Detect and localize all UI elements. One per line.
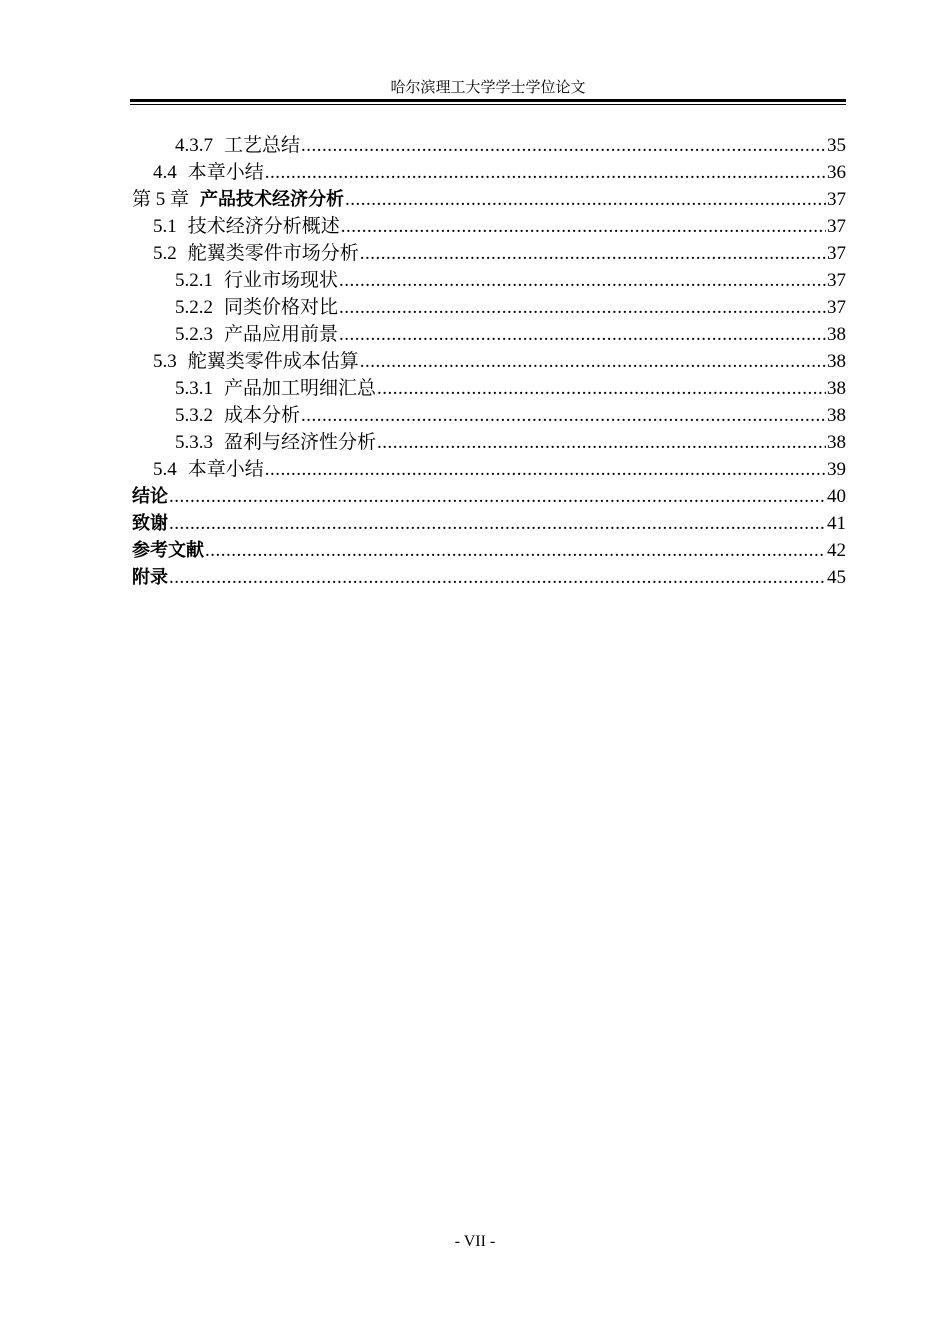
toc-entry-title: 参考文献 (132, 540, 204, 561)
toc-entry[interactable] (132, 429, 846, 456)
toc-entry-heading (175, 132, 300, 159)
toc-dot-leader (345, 186, 826, 213)
toc-dot-leader (265, 159, 826, 186)
page-number: - VII - (454, 1233, 496, 1250)
toc-entry-number: 5.2.3 (175, 324, 213, 345)
toc-entry-heading (175, 402, 300, 429)
toc-entry-title: 附录 (132, 567, 168, 588)
toc-entry[interactable] (132, 186, 846, 213)
toc-dot-leader (169, 483, 826, 510)
toc-entry-page: 37 (827, 216, 846, 237)
toc-entry-page: 38 (827, 405, 846, 426)
toc-entry[interactable] (132, 483, 846, 510)
toc-entry-page: 35 (827, 135, 846, 156)
toc-dot-leader (169, 564, 826, 591)
table-of-contents (132, 132, 846, 591)
toc-entry-title: 结论 (132, 486, 168, 507)
toc-entry-title: 工艺总结 (224, 135, 301, 156)
toc-entry-heading (132, 186, 344, 213)
toc-dot-leader (169, 510, 826, 537)
toc-entry[interactable] (132, 240, 846, 267)
toc-entry-number: 5.2 (153, 243, 177, 264)
toc-entry-title: 本章小结 (187, 162, 264, 183)
toc-entry-page: 38 (827, 351, 846, 372)
toc-entry-page: 42 (827, 540, 846, 561)
toc-entry[interactable] (132, 537, 846, 564)
toc-entry-heading (153, 159, 264, 186)
toc-dot-leader (339, 267, 826, 294)
toc-dot-leader (301, 402, 826, 429)
toc-entry-number: 4.4 (153, 162, 177, 183)
toc-entry-heading (175, 294, 338, 321)
toc-entry[interactable] (132, 456, 846, 483)
toc-dot-leader (360, 240, 826, 267)
toc-entry-number: 4.3.7 (175, 135, 213, 156)
toc-entry-heading (153, 213, 340, 240)
running-header: 哈尔滨理工大学学士学位论文 (390, 80, 586, 96)
toc-entry-heading (153, 240, 359, 267)
toc-dot-leader (265, 456, 826, 483)
toc-dot-leader (339, 321, 826, 348)
toc-entry-page: 39 (827, 459, 846, 480)
toc-entry-number: 第 5 章 (132, 189, 190, 210)
toc-entry-title: 盈利与经济性分析 (224, 432, 377, 453)
toc-entry[interactable] (132, 564, 846, 591)
toc-dot-leader (377, 429, 826, 456)
toc-entry-title: 舵翼类零件市场分析 (187, 243, 359, 264)
toc-entry-number: 5.3.2 (175, 405, 213, 426)
toc-entry-number: 5.2.1 (175, 270, 213, 291)
toc-entry-page: 38 (827, 378, 846, 399)
toc-entry-page: 37 (827, 270, 846, 291)
toc-entry-title: 成本分析 (224, 405, 301, 426)
toc-entry-page: 37 (827, 189, 846, 210)
toc-entry-number: 5.3.3 (175, 432, 213, 453)
toc-entry-page: 37 (827, 243, 846, 264)
toc-entry[interactable] (132, 213, 846, 240)
toc-entry-number: 5.3 (153, 351, 177, 372)
toc-dot-leader (301, 132, 826, 159)
toc-entry-number: 5.1 (153, 216, 177, 237)
toc-entry-number: 5.4 (153, 459, 177, 480)
toc-entry-title: 致谢 (132, 513, 168, 534)
toc-entry-title: 舵翼类零件成本估算 (187, 351, 359, 372)
toc-entry-title: 产品技术经济分析 (200, 189, 345, 210)
toc-dot-leader (377, 375, 826, 402)
toc-entry-heading (132, 510, 168, 537)
toc-entry[interactable] (132, 321, 846, 348)
toc-entry-heading (153, 348, 359, 375)
toc-entry-page: 41 (827, 513, 846, 534)
toc-entry-heading (175, 267, 338, 294)
toc-entry-page: 40 (827, 486, 846, 507)
toc-entry-title: 本章小结 (187, 459, 264, 480)
toc-entry-page: 38 (827, 432, 846, 453)
toc-entry-title: 技术经济分析概述 (187, 216, 340, 237)
toc-entry-heading (175, 429, 376, 456)
toc-entry[interactable] (132, 348, 846, 375)
toc-entry[interactable] (132, 132, 846, 159)
toc-entry-heading (132, 537, 204, 564)
toc-entry-heading (175, 375, 376, 402)
toc-entry-heading (175, 321, 338, 348)
toc-entry[interactable] (132, 375, 846, 402)
toc-entry-page: 37 (827, 297, 846, 318)
toc-entry-heading (132, 483, 168, 510)
toc-entry[interactable] (132, 294, 846, 321)
header-rule-thin (130, 104, 846, 105)
header-rule-thick (130, 99, 846, 102)
toc-entry-number: 5.3.1 (175, 378, 213, 399)
toc-entry-page: 36 (827, 162, 846, 183)
toc-entry-title: 产品加工明细汇总 (224, 378, 377, 399)
toc-entry-heading (132, 564, 168, 591)
toc-entry-title: 行业市场现状 (224, 270, 339, 291)
toc-entry[interactable] (132, 402, 846, 429)
toc-entry[interactable] (132, 159, 846, 186)
toc-entry[interactable] (132, 510, 846, 537)
toc-entry-number: 5.2.2 (175, 297, 213, 318)
toc-dot-leader (360, 348, 826, 375)
toc-entry[interactable] (132, 267, 846, 294)
toc-dot-leader (205, 537, 826, 564)
toc-dot-leader (339, 294, 826, 321)
toc-dot-leader (341, 213, 826, 240)
toc-entry-title: 产品应用前景 (224, 324, 339, 345)
toc-entry-title: 同类价格对比 (224, 297, 339, 318)
toc-entry-heading (153, 456, 264, 483)
toc-entry-page: 38 (827, 324, 846, 345)
toc-entry-page: 45 (827, 567, 846, 588)
